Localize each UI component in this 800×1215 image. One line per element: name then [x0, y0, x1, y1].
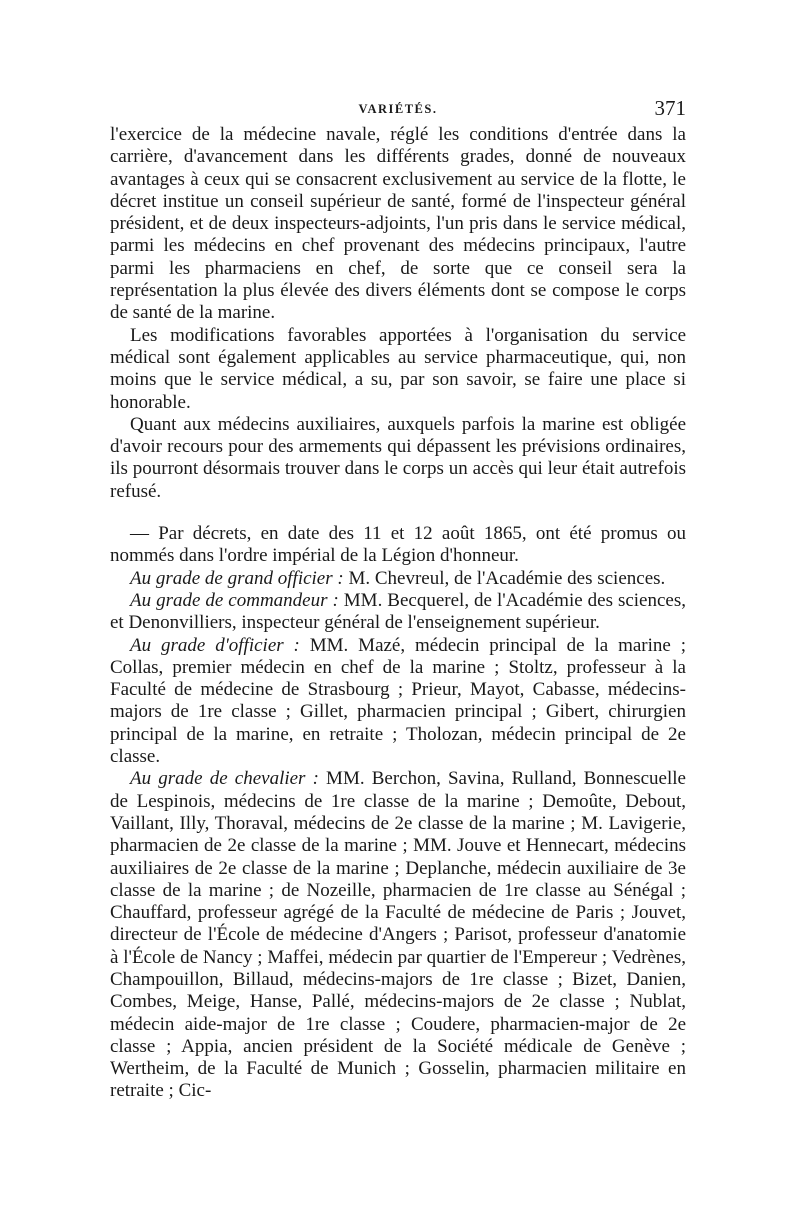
honor-text-officier: MM. Mazé, médecin principal de la marine ; Collas, premier médecin en chef de la marine ; Stoltz, professeur à la Faculté de médecine de Strasbourg ; Prieur, Mayot, Cabasse, médecins-majors de 1re classe ; Gillet, pharmacien principal ; Gibert, chirurgien principal de la marine, en retraite ; Tholozan, médecin principal de 2e classe.: [110, 634, 686, 768]
honor-text-grand-officier: M. Chevreul, de l'Académie des sciences.: [343, 567, 666, 589]
grade-label-commandeur: Au grade de commandeur :: [130, 589, 339, 611]
paragraph-decree-council: l'exercice de la médecine navale, réglé les conditions d'entrée dans la carrière, d'avancement dans les différents grades, donné de nouveaux avantages à ceux qui se consacrent exclusivement au service de la flotte, le décret institue un conseil supérieur de santé, formé de l'inspecteur général président, et de deux inspecteurs-adjoints, l'un pris dans le service médical, parmi les médecins en chef provenant des médecins principaux, l'autre parmi les pharmaciens en chef, de sorte que ce conseil sera la représentation la plus élevée des divers éléments dont se compose le corps de santé de la marine.: [110, 124, 686, 324]
honor-text-commandeur: MM. Becquerel, de l'Académie des sciences, et Denonvilliers, inspecteur général de l'enseignement supérieur.: [110, 589, 686, 634]
book-page: [110, 96, 686, 1103]
honor-commandeur: [110, 590, 686, 635]
honor-chevalier: [110, 768, 686, 1102]
page-number: 371: [654, 96, 686, 120]
grade-label-grand-officier: Au grade de grand officier :: [130, 567, 344, 589]
honor-officier: [110, 635, 686, 769]
grade-label-chevalier: Au grade de chevalier :: [130, 768, 319, 790]
honor-text-chevalier: MM. Berchon, Savina, Rulland, Bonnescuelle de Lespinois, médecins de 1re classe de la marine ; Demoûte, Debout, Vaillant, Illy, Thoraval, médecins de 2e classe de la marine ; M. Lavigerie, pharmacien de 2e classe de la marine ; MM. Jouve et Hennecart, médecins auxiliaires de 2e classe de la marine ; Deplanche, médecin auxiliaire de 3e classe de la marine ; de Nozeille, pharmacien de 1re classe au Sénégal ; Chauffard, professeur agrégé de la Faculté de médecine de Paris ; Jouvet, directeur de l'École de médecine d'Angers ; Parisot, professeur d'anatomie à l'École de Nancy ; Maffei, médecin par quartier de l'Empereur ; Vedrènes, Champouillon, Billaud, médecins-majors de 1re classe ; Bizet, Danien, Combes, Meige, Hanse, Pallé, médecins-majors de 2e classe ; Nublat, médecin aide-major de 1re classe ; Coudere, pharmacien-major de 2e classe ; Appia, ancien président de la Société médicale de Genève ; Wertheim, de la Faculté de Munich ; Gosselin, pharmacien militaire en retraite ; Cic-: [110, 768, 686, 1102]
paragraph-pharmaceutical-service: Les modifications favorables apportées à l'organisation du service médical sont également applicables au service pharmaceutique, qui, non moins que le service médical, a su, par son savoir, se faire une place si honorable.: [110, 324, 686, 413]
paragraph-auxiliary-doctors: Quant aux médecins auxiliaires, auxquels parfois la marine est obligée d'avoir recours pour des armements qui dépassent les prévisions ordinaires, ils pourront désormais trouver dans le corps un accès qui leur était autrefois refusé.: [110, 413, 686, 502]
grade-label-officier: Au grade d'officier :: [130, 634, 300, 656]
honor-grand-officier: [110, 568, 686, 590]
body-text: [110, 124, 686, 1103]
running-head: [110, 96, 686, 122]
running-title: VARIÉTÉS.: [358, 102, 438, 116]
paragraph-legion-honneur-decrees: — Par décrets, en date des 11 et 12 août 1865, ont été promus ou nommés dans l'ordre impérial de la Légion d'honneur.: [110, 523, 686, 567]
